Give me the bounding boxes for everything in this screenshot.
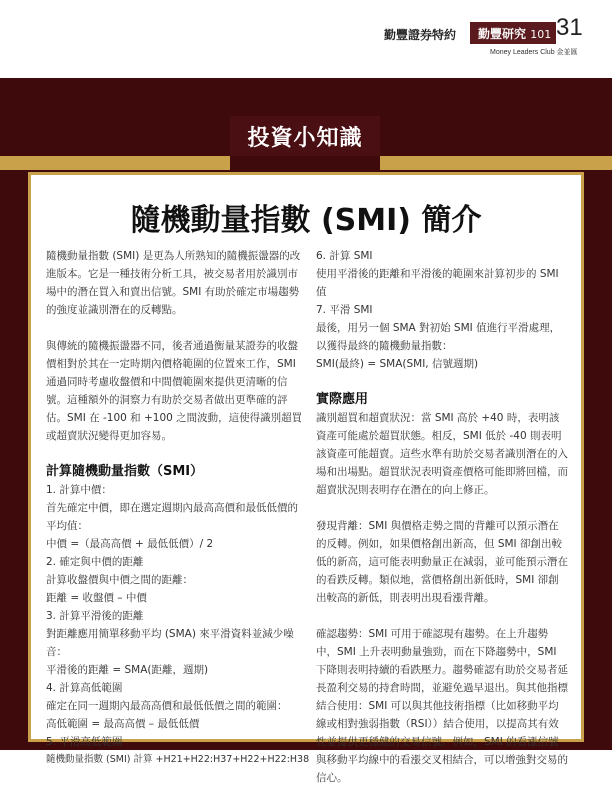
article-title: 隨機動量指數 (SMI) 簡介 [130,203,482,238]
application-heading: 實際應用 [316,392,369,407]
step-line: 2. 確定與中價的距離 [46,556,144,568]
step-line: 6. 計算 SMI [316,250,373,262]
step-line: 首先確定中價，即在選定週期內最高高價和最低低價的平均值： [46,502,298,532]
club-subtitle: Money Leaders Club 金並匯 [490,49,578,56]
section-label: 勤豐研究 [478,27,527,41]
step-line: 高低範圍 = 最高高價 – 最低低價 [46,718,200,730]
calc-heading: 計算隨機動量指數（SMI） [46,464,204,479]
intro-paragraph-1: 隨機動量指數 (SMI) 是更為人所熟知的隨機振盪器的改進版本。它是一種技術分析工具，被交易者用於識別市場中的潛在買入和賣出信號。SMI 有助於確定市場趨勢的強度並識別潛在的反轉點。 [46,250,301,316]
publication-name: 勤豐證券特約 [384,28,457,42]
section-tag [478,25,551,42]
step-line: 確定在同一週期內最高高價和最低低價之間的範圍： [46,700,288,712]
step-line: SMI(最終) = SMA(SMI, 信號週期) [316,358,479,370]
step-line: 1. 計算中價： [46,484,112,496]
gold-strip-left [0,156,230,170]
page-number: 31 [556,14,583,41]
step-line: 距離 = 收盤價 – 中價 [46,592,147,604]
step-line: 計算收盤價與中價之間的距離： [46,574,193,586]
step-line: 中價 =（最高高價 + 最低低價）/ 2 [46,538,214,550]
page-header [0,0,612,62]
step-line: 4. 計算高低範圍 [46,682,123,694]
section-number: 101 [530,28,552,41]
right-column [316,247,568,787]
step-line: 最後，用另一個 SMA 對初始 SMI 值進行平滑處理，以獲得最終的隨機動量指數： [316,322,561,352]
step-line: 3. 計算平滑後的距離 [46,610,144,622]
step-line: 使用平滑後的距離和平滑後的範圍來計算初步的 SMI 值 [316,268,559,298]
banner-box [230,116,380,156]
step-line: 平滑後的距離 = SMA(距離，週期) [46,664,209,676]
trend-paragraph: 確認趨勢：SMI 可用于確認現有趨勢。在上升趨勢中，SMI 上升表明動量強勁，而在下降趨勢中，SMI 下降則表明持續的看跌壓力。趨勢確認有助於交易者延長盈利交易的持倉時間，並避免過早退出。與其他指標結合使用：SMI 可以與其他技術指標（比如移動平均線或相對強弱指數（RSI））結合使用，以提高其有效性並提供更穩健的交易信號。例如，SMI 的看漲信號與移動平均線中的看漲交叉相結合，可以增強對交易的信心。 [316,628,568,784]
gold-strip-right [380,156,612,170]
step-line: 5. 平滑高低範圍 [46,736,123,748]
divergence-paragraph: 發現背離：SMI 與價格走勢之間的背離可以預示潛在的反轉。例如，如果價格創出新高，但 SMI 卻創出較低的新高，這可能表明動量正在減弱，並可能預示潛在的看跌反轉。類似地，當價格創出新低時，SMI 卻創出較高的新低，則表明出現看漲背離。 [316,520,568,604]
step-line: 7. 平滑 SMI [316,304,373,316]
left-column [46,247,308,769]
step-line: 對距離應用簡單移動平均 (SMA) 來平滑資料並減少噪音： [46,628,294,658]
step-line: 隨機動量指數 (SMI) 計算 +H21+H22:H37+H22+H22:H38 [46,754,310,765]
overbought-paragraph: 識別超買和超賣狀況：當 SMI 高於 +40 時，表明該資產可能處於超買狀態。相反，SMI 低於 -40 則表明該資產可能超賣。這些水準有助於交易者識別潛在的入場和出場點。超買狀況表明資產價格可能即將回檔，而超賣狀況則表明存在潛在的向上修正。 [316,412,568,496]
banner-label: 投資小知識 [247,126,363,151]
intro-paragraph-2: 與傳統的隨機振盪器不同，後者通過衡量某證券的收盤價相對於其在一定時期內價格範圍的位置來工作，SMI 通過同時考慮收盤價和中間價範圍來提供更清晰的信號。這種額外的洞察力有助於交易者做出更準確的評估。SMI 在 -100 和 +100 之間波動，這使得識別超買或超賣狀況變得更加容易。 [46,340,303,442]
